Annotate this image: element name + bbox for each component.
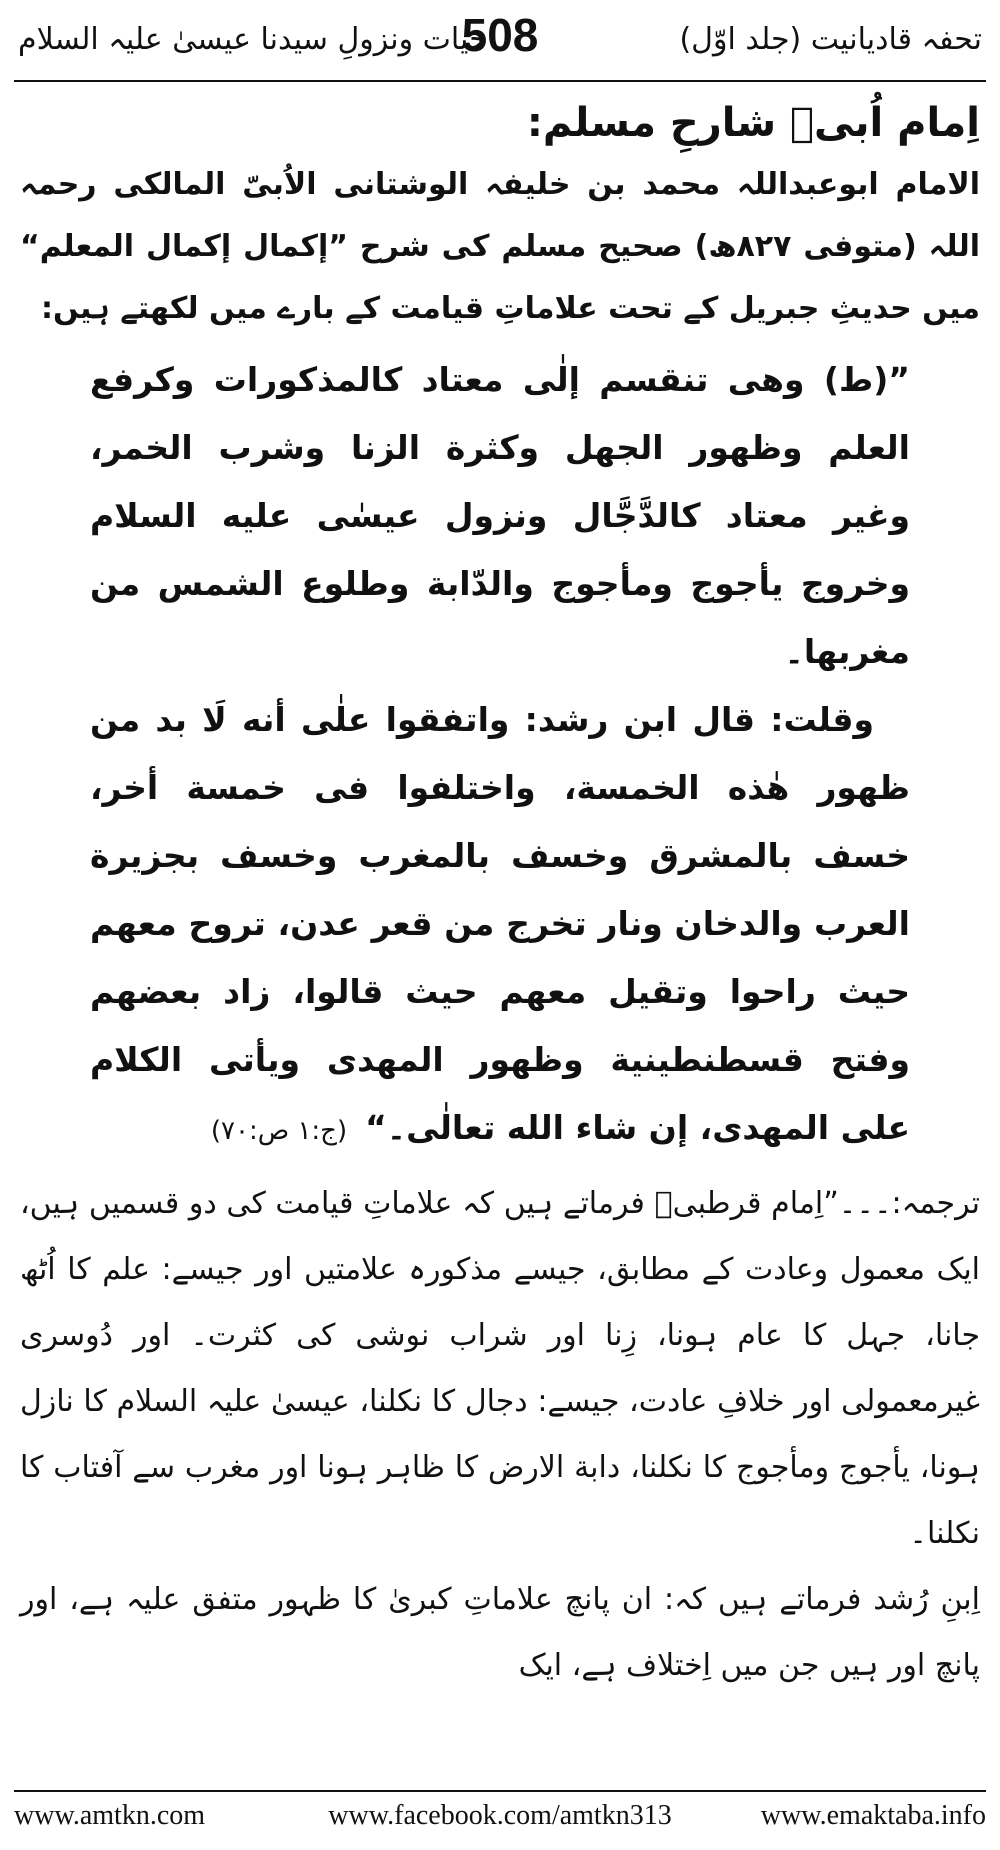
section-heading: اِمام اُبیؒ شارحِ مسلم: (526, 100, 980, 146)
arabic-paragraph: وقلت: قال ابن رشد: واتفقوا علٰى أنه لَا بد من ظهور هٰذه الخمسة، واختلفوا فی خمسة أخر، خسف بالمشرق وخسف بالمغرب وخسف بجزيرة العرب والدخان ونار تخرج من قعر عدن، تروح معهم حيث راحوا وتقيل معهم حيث قالوا، زاد بعضهم وفتح قسطنطينية وظهور المهدی ويأتی الكلام علی المهدی، إن شاء الله تعالٰی۔“ (90, 700, 910, 1147)
footer-link-facebook[interactable]: www.facebook.com/amtkn313 (328, 1800, 672, 1831)
arabic-quote (90, 346, 910, 1165)
page-content (20, 92, 980, 1699)
page-footer (14, 1800, 986, 1840)
book-title: تحفہ قادیانیت (جلد اوّل) (679, 22, 982, 57)
intro-paragraph: الامام ابوعبداللہ محمد بن خلیفہ الوشتانی الاُبیّ المالکی رحمہ اللہ (متوفی ۸۲۷ھ) صحیح مسلم کی شرح ”إکمال إکمال المعلم“ میں حدیثِ جبریل کے تحت علاماتِ قیامت کے بارے میں لکھتے ہیں: (20, 167, 980, 326)
arabic-paragraph: ”(ط) وهی تنقسم إلٰى معتاد كالمذكورات وكرفع العلم وظهور الجهل وكثرة الزنا وشرب الخمر، وغير معتاد كالدَّجَّال ونزول عيسٰى عليه السلام وخروج يأجوج ومأجوج والدّابة وطلوع الشمس من مغربها۔ (90, 360, 910, 671)
footer-link-emaktaba[interactable]: www.emaktaba.info (760, 1800, 986, 1831)
translation-paragraph: ترجمہ:۔۔۔”اِمام قرطبیؒ فرماتے ہیں کہ علاماتِ قیامت کی دو قسمیں ہیں، ایک معمول وعادت کے مطابق، جیسے مذکورہ علامتیں اور جیسے: علم کا اُٹھ جانا، جہل کا عام ہونا، زِنا اور شراب نوشی کی کثرت۔ اور دُوسری غیرمعمولی اور خلافِ عادت، جیسے: دجال کا نکلنا، عیسیٰ علیہ السلام کا نازل ہونا، یأجوج ومأجوج کا نکلنا، دابة الارض کا ظاہر ہونا اور مغرب سے آفتاب کا نکلنا۔ (20, 1186, 980, 1551)
translation-block (20, 1171, 980, 1699)
footer-link-amtkn[interactable]: www.amtkn.com (14, 1800, 206, 1831)
page-number: 508 (461, 9, 539, 61)
page-header (18, 8, 982, 78)
header-divider (14, 80, 986, 82)
quote-reference: (ج:۱ ص:۷۰) (210, 1116, 348, 1146)
chapter-title: حیات ونزولِ سیدنا عیسیٰ علیہ السلام (18, 22, 488, 57)
translation-paragraph: اِبنِ رُشد فرماتے ہیں کہ: ان پانچ علاماتِ کبریٰ کا ظہور متفق علیہ ہے، اور پانچ اور ہیں جن میں اِختلاف ہے، ایک (20, 1582, 980, 1683)
footer-divider (14, 1790, 986, 1792)
